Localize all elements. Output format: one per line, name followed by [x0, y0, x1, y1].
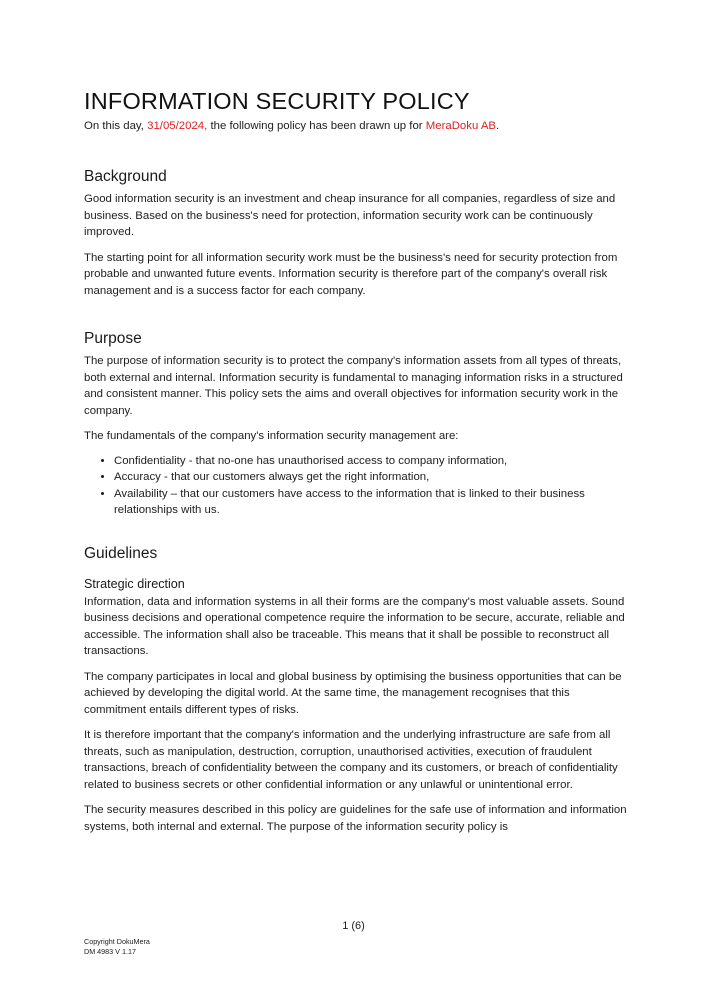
background-paragraph-1: Good information security is an investment and cheap insurance for all companies, regardless of size and business. Based on the business's need for protection, information security work can be continuously improved.: [84, 193, 616, 238]
intro-company: MeraDoku AB: [425, 120, 497, 132]
guidelines-paragraph-3: It is therefore important that the company's information and the underlying infrastructure are safe from all threats, such as manipulation, destruction, corruption, unauthorised activities, execution of fraudulent transactions, breach of confidentiality between the company and its customers, or breach of confidentiality related to business secrets or other confidential information or any unlawful or unintentional error.: [84, 729, 618, 791]
guidelines-paragraph-4: The security measures described in this policy are guidelines for the safe use of information and information systems, both internal and external. The purpose of the information security policy is: [84, 804, 627, 833]
copyright-block: [84, 937, 150, 957]
document-page: [84, 86, 629, 835]
background-heading: Background: [84, 168, 167, 185]
purpose-paragraph-1: The purpose of information security is to protect the company's information assets from all types of threats, both external and internal. Information security is fundamental to managing information risks in a structured and consistent manner. This policy sets the aims and overall objectives for information security work in the company.: [84, 355, 623, 417]
purpose-paragraph-2: The fundamentals of the company's information security management are:: [84, 430, 459, 442]
intro-suffix: .: [496, 120, 500, 132]
background-paragraph-2: The starting point for all information security work must be the business's need for security protection from probable and unwanted future events. Information security is therefore part of the company's overall risk management and is a success factor for each company.: [84, 251, 618, 297]
intro-middle: the following policy has been drawn up for: [207, 120, 426, 132]
guidelines-paragraph-1: Information, data and information systems in all their forms are the company's most valuable assets. Sound business decisions and operational competence require the information to be secure, accurate, reliable and accessible. The information shall also be traceable. This means that it shall be possible to reconstruct all transactions.: [84, 595, 625, 657]
fundamentals-list: [84, 453, 629, 519]
intro-prefix: On this day,: [84, 120, 148, 132]
intro-date: 31/05/2024,: [147, 120, 208, 132]
purpose-heading: Purpose: [84, 330, 142, 347]
copyright-text: Copyright DokuMera: [84, 937, 150, 946]
strategic-direction-heading: Strategic direction: [84, 576, 185, 591]
guidelines-heading: Guidelines: [84, 544, 158, 562]
document-id: DM 4983 V 1.17: [84, 947, 136, 956]
list-item: • Availability – that our customers have access to the information that is linked to their business relationships with us.: [114, 486, 629, 519]
list-item: • Accuracy - that our customers always get the right information,: [114, 469, 629, 486]
intro-line: [84, 118, 629, 134]
guidelines-paragraph-2: The company participates in local and global business by optimising the business opportunities that can be achieved by developing the digital world. At the same time, the management recognises that this commitment entails different types of risks.: [84, 670, 622, 716]
list-item: • Confidentiality - that no-one has unauthorised access to company information,: [114, 453, 629, 470]
document-title: INFORMATION SECURITY POLICY: [84, 88, 470, 114]
page-number: 1 (6): [342, 920, 365, 932]
